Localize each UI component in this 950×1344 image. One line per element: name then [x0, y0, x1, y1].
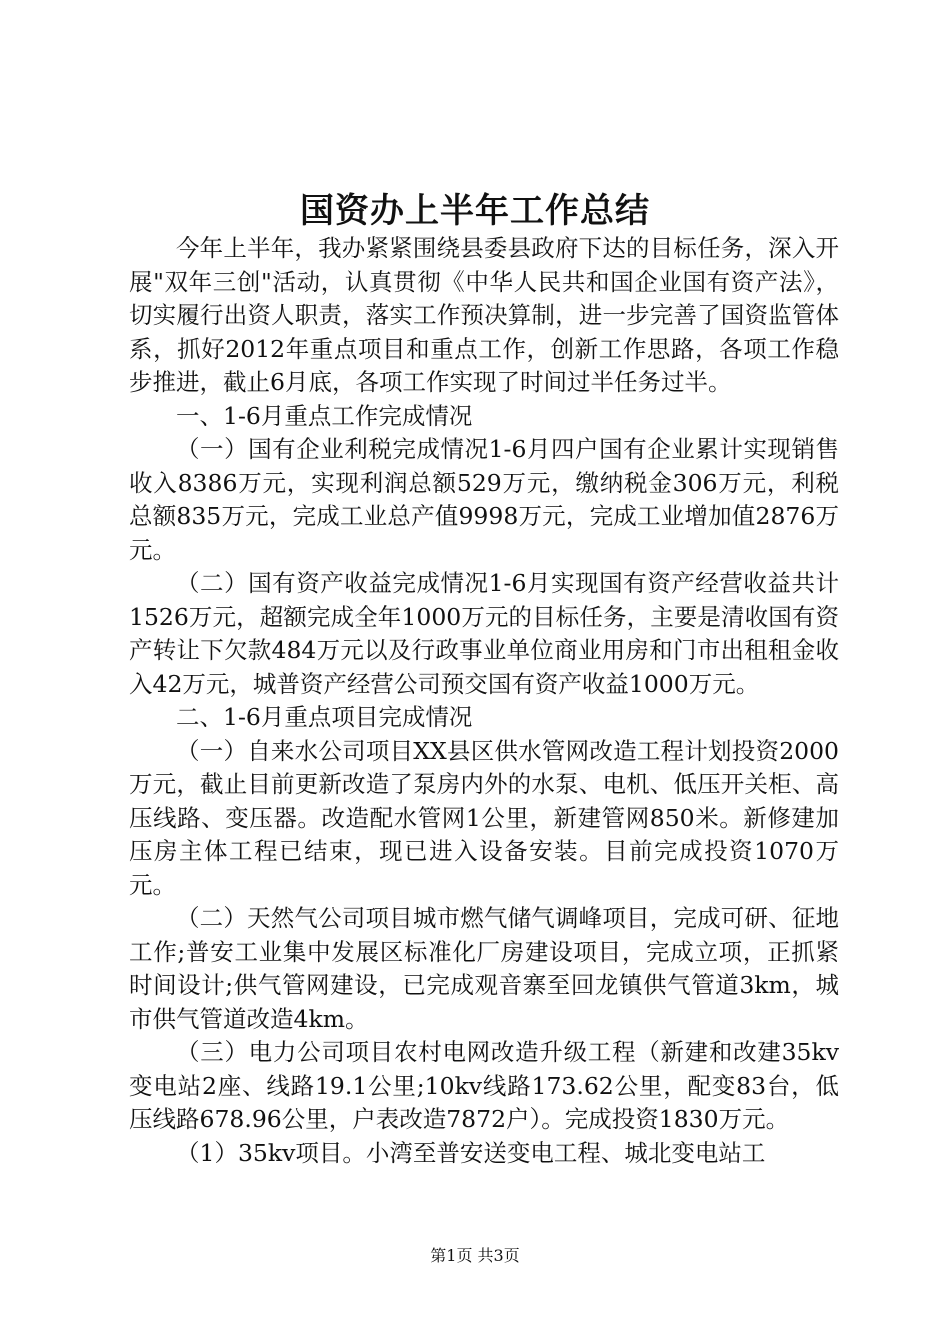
paragraph-gas: （二）天然气公司项目城市燃气储气调峰项目，完成可研、征地工作;普安工业集中发展区标准化厂房建设项目，完成立项，正抓紧时间设计;供气管网建设，已完成观音寨至回龙镇供气管道3km，城市供气管道改造4km。 [129, 904, 839, 1033]
paragraph-power: （三）电力公司项目农村电网改造升级工程（新建和改建35kv变电站2座、线路19.1公里;10kv线路173.62公里，配变83台，低压线路678.96公里，户表改造7872户）。完成投资1830万元。 [129, 1038, 839, 1133]
paragraph-tax: （一）国有企业利税完成情况1-6月四户国有企业累计实现销售收入8386万元，实现利润总额529万元，缴纳税金306万元，利税总额835万元，完成工业总产值9998万元，完成工业增加值2876万元。 [129, 435, 839, 564]
section-heading-2: 二、1-6月重点项目完成情况 [176, 703, 473, 731]
paragraph-intro: 今年上半年，我办紧紧围绕县委县政府下达的目标任务，深入开展"双年三创"活动，认真贯彻《中华人民共和国企业国有资产法》，切实履行出资人职责，落实工作预决算制，进一步完善了国资监管体系，抓好2012年重点项目和重点工作，创新工作思路，各项工作稳步推进，截止6月底，各项工作实现了时间过半任务过半。 [129, 234, 839, 396]
paragraph-asset-income: （二）国有资产收益完成情况1-6月实现国有资产经营收益共计1526万元，超额完成全年1000万元的目标任务，主要是清收国有资产转让下欠款484万元以及行政事业单位商业用房和门市出租租金收入42万元，城普资产经营公司预交国有资产收益1000万元。 [129, 569, 839, 698]
paragraph-35kv: （1）35kv项目。小湾至普安送变电工程、城北变电站工 [176, 1138, 766, 1167]
page-title: 国资办上半年工作总结 [300, 191, 650, 231]
document-body [129, 232, 839, 1170]
section-heading-1: 一、1-6月重点工作完成情况 [176, 401, 473, 430]
page-footer: 第1页 共3页 [430, 1246, 520, 1265]
paragraph-water: （一）自来水公司项目XX县区供水管网改造工程计划投资2000万元，截止目前更新改造了泵房内外的水泵、电机、低压开关柜、高压线路、变压器。改造配水管网1公里，新建管网850米。新修建加压房主体工程已结束，现已进入设备安装。目前完成投资1070万元。 [129, 736, 839, 899]
